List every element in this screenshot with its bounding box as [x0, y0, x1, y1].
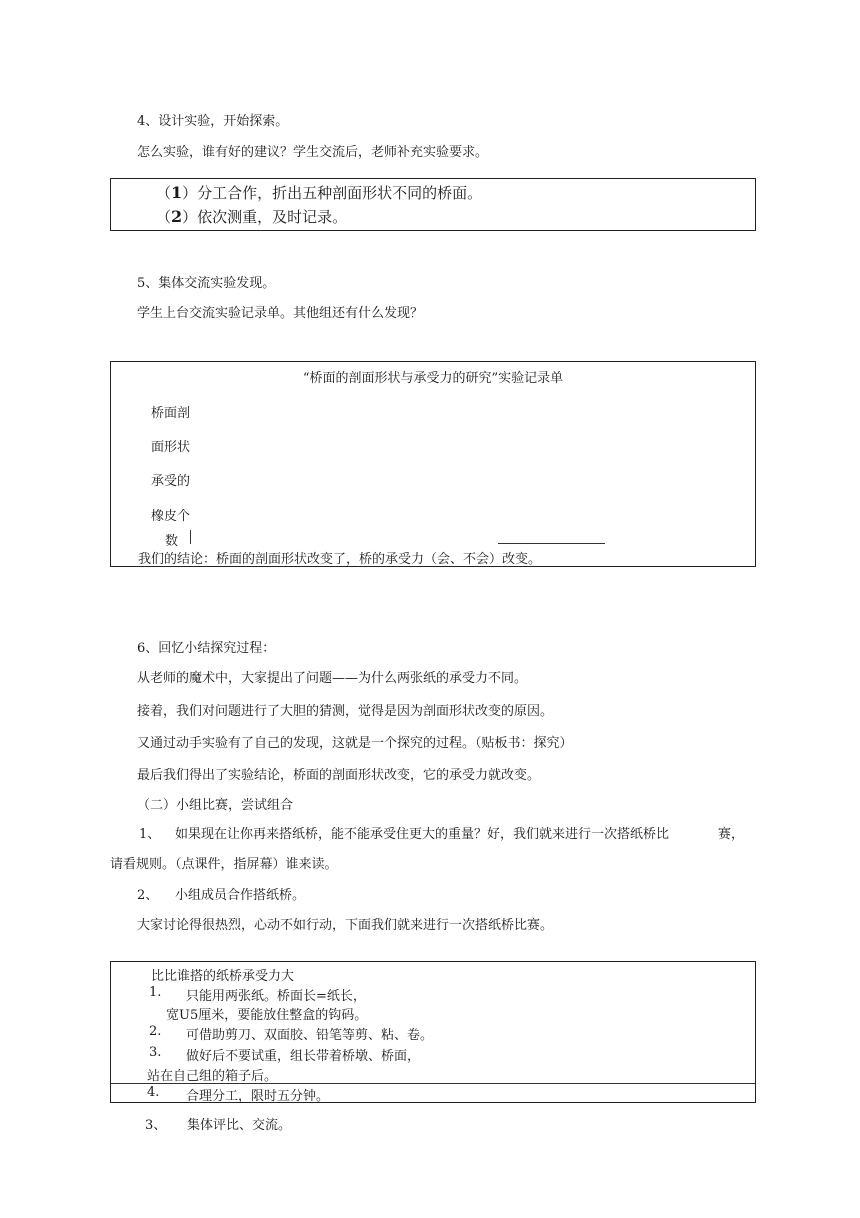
item-1-text-cont: 请看规则。（点课件，指屏幕）谁来读。	[110, 857, 338, 872]
record-sheet-box	[110, 361, 756, 567]
paragraph: 从老师的魔术中，大家提出了问题——为什么两张纸的承受力不同。	[137, 671, 528, 686]
section-4-intro: 怎么实验，谁有好的建议？学生交流后，老师补充实验要求。	[137, 145, 489, 160]
record-sheet-title: “桥面的剖面形状与承受力的研究”实验记录单	[302, 371, 564, 386]
table-cell-divider	[190, 530, 191, 544]
section-6-heading: 6、回忆小结探究过程：	[137, 641, 276, 656]
rule-number: 2.	[149, 1024, 162, 1039]
rules-title: 比比谁搭的纸桥承受力大	[151, 969, 295, 984]
rule-text: 合理分工，限时五分钟。	[186, 1089, 330, 1104]
section-4-heading: 4、设计实验，开始探索。	[137, 114, 289, 129]
rule-number: 1.	[149, 985, 162, 1000]
rule-text: 宽U5厘米，要能放住整盒的钩码。	[166, 1008, 368, 1023]
row-label-line: 数	[165, 534, 179, 549]
item-3-text: 集体评比、交流。	[187, 1118, 292, 1133]
rule-number: 3.	[149, 1045, 162, 1060]
item-2-text: 小组成员合作搭纸桥。	[175, 888, 306, 903]
item-1-number: 1、	[139, 827, 161, 842]
rule-text: 做好后不要试重，组长带着桥墩、桥面，	[186, 1049, 421, 1064]
requirements-box	[110, 178, 756, 231]
section-5-heading: 5、集体交流实验发现。	[137, 276, 276, 291]
rules-box	[110, 961, 756, 1103]
row-label-line: 桥面剖	[151, 406, 191, 421]
rule-number: 4.	[147, 1085, 160, 1100]
row-label-line: 承受的	[151, 474, 191, 489]
requirement-item: （2）依次测重，及时记录。	[156, 207, 348, 226]
row-label-line: 橡皮个	[151, 509, 191, 524]
rule-text: 只能用两张纸。桥面长=纸长，	[186, 989, 366, 1004]
paragraph: 接着，我们对问题进行了大胆的猜测，觉得是因为剖面形状改变的原因。	[137, 704, 554, 719]
item-2-number: 2、	[137, 888, 159, 903]
section-5-intro: 学生上台交流实验记录单。其他组还有什么发现？	[137, 306, 424, 321]
table-rule	[498, 543, 605, 544]
item-1-text-end: 赛，	[718, 827, 745, 842]
item-1-text: 如果现在让你再来搭纸桥，能不能承受住更大的重量？好，我们就来进行一次搭纸桥比	[175, 827, 670, 842]
item-3-number: 3、	[145, 1118, 167, 1133]
part-2-heading: （二）小组比赛，尝试组合	[137, 798, 294, 813]
item-2-paragraph: 大家讨论得很热烈，心动不如行动，下面我们就来进行一次搭纸桥比赛。	[137, 918, 554, 933]
row-label-line: 面形状	[151, 440, 191, 455]
rule-text: 站在自己组的箱子后。	[147, 1069, 278, 1084]
rule-text: 可借助剪刀、双面胶、铅笔等剪、粘、卷。	[186, 1028, 434, 1043]
paragraph: 最后我们得出了实验结论，桥面的剖面形状改变，它的承受力就改变。	[137, 768, 541, 783]
paragraph: 又通过动手实验有了自己的发现，这就是一个探究的过程。（贴板书：探究）	[137, 736, 573, 751]
record-sheet-conclusion: 我们的结论：桥面的剖面形状改变了，桥的承受力（会、不会）改变。	[138, 552, 542, 567]
requirement-item: （1）分工合作，折出五种剖面形状不同的桥面。	[156, 183, 483, 202]
rules-divider	[111, 1083, 755, 1084]
